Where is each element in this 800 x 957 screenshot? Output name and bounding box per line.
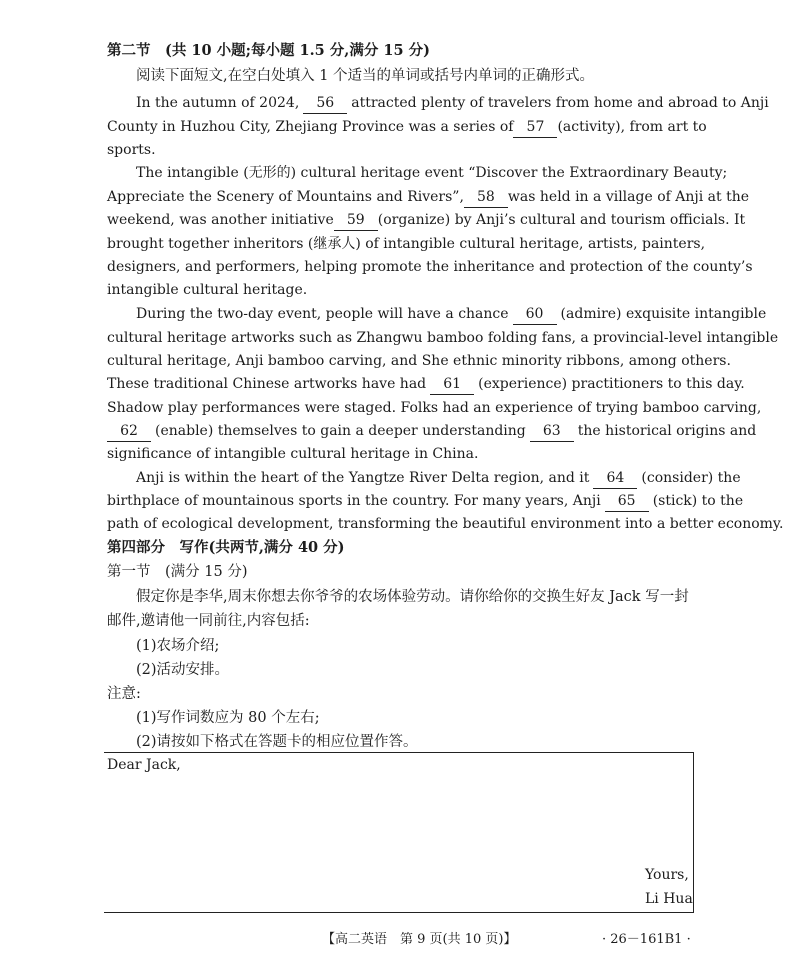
prompt-line: 假定你是李华,周末你想去你爷爷的农场体验劳动。请你给你的交换生好友 Jack 写一封 — [136, 589, 689, 605]
text: Appreciate the Scenery of Mountains and Rivers”, — [107, 189, 464, 205]
passage-line — [107, 421, 756, 442]
passage-line — [107, 210, 746, 231]
text: the historical origins and — [577, 423, 757, 439]
passage-line: sports. — [107, 142, 156, 158]
text: (experience) practitioners to this day. — [478, 376, 745, 392]
text: weekend, was another initiative — [107, 212, 334, 228]
text: County in Huzhou City, Zhejiang Province was a series of — [107, 119, 514, 135]
content-item: (1)农场介绍; — [136, 638, 220, 654]
part-title: 第四部分 写作(共两节,满分 40 分) — [107, 539, 345, 556]
letter-closing: Yours, — [645, 867, 689, 883]
passage-line: cultural heritage artworks such as Zhangwu bamboo folding fans, a provincial-level intangible — [107, 330, 779, 346]
passage-line: The intangible (无形的) cultural heritage event “Discover the Extraordinary Beauty; — [136, 165, 728, 181]
content-item: (2)活动安排。 — [136, 662, 230, 678]
blank-64[interactable]: 64 — [593, 468, 637, 489]
text: (stick) to the — [652, 493, 744, 509]
passage-line: Shadow play performances were staged. Folks had an experience of trying bamboo carving, — [107, 400, 762, 416]
passage-line: significance of intangible cultural heritage in China. — [107, 446, 479, 462]
page-footer: 【高二英语 第 9 页(共 10 页)】 — [322, 932, 517, 947]
blank-65[interactable]: 65 — [605, 491, 649, 512]
passage-line — [107, 187, 750, 208]
blank-60[interactable]: 60 — [513, 304, 557, 325]
passage-line: intangible cultural heritage. — [107, 282, 308, 298]
letter-signature: Li Hua — [645, 891, 693, 907]
text: Anji is within the heart of the Yangtze River Delta region, and it — [136, 470, 590, 486]
passage-line — [107, 491, 743, 512]
passage-line: designers, and performers, helping promote the inheritance and protection of the county’s — [107, 259, 753, 275]
letter-box — [104, 752, 694, 913]
section-title: 第一节 (满分 15 分) — [107, 564, 248, 580]
letter-greeting: Dear Jack, — [107, 757, 181, 773]
blank-63[interactable]: 63 — [530, 421, 574, 442]
passage-line — [107, 374, 745, 395]
text: (consider) the — [641, 470, 741, 486]
text: attracted plenty of travelers from home and abroad to Anji — [351, 95, 769, 111]
blank-56[interactable]: 56 — [303, 93, 347, 114]
passage-line — [136, 93, 769, 114]
text: In the autumn of 2024, — [136, 95, 300, 111]
text: These traditional Chinese artworks have had — [107, 376, 427, 392]
blank-57[interactable]: 57 — [513, 117, 557, 138]
text: was held in a village of Anji at the — [507, 189, 750, 205]
blank-61[interactable]: 61 — [430, 374, 474, 395]
text: (enable) themselves to gain a deeper understanding — [155, 423, 526, 439]
prompt-line: 邮件,邀请他一同前往,内容包括: — [107, 613, 310, 629]
passage-line: path of ecological development, transforming the beautiful environment into a better economy. — [107, 516, 784, 532]
note-item: (2)请按如下格式在答题卡的相应位置作答。 — [136, 734, 418, 750]
instruction: 阅读下面短文,在空白处填入 1 个适当的单词或括号内单词的正确形式。 — [136, 68, 595, 84]
text: During the two-day event, people will have a chance — [136, 306, 509, 322]
page-code: · 26－161B1 · — [602, 932, 691, 947]
passage-line — [107, 117, 707, 138]
blank-62[interactable]: 62 — [107, 421, 151, 442]
text: birthplace of mountainous sports in the country. For many years, Anji — [107, 493, 601, 509]
passage-line — [136, 304, 766, 325]
blank-59[interactable]: 59 — [334, 210, 378, 231]
text: (organize) by Anji’s cultural and tourism officials. It — [377, 212, 746, 228]
passage-line — [136, 468, 741, 489]
text: (admire) exquisite intangible — [560, 306, 767, 322]
passage-line: brought together inheritors (继承人) of intangible cultural heritage, artists, painters, — [107, 236, 706, 252]
note-label: 注意: — [107, 686, 141, 702]
blank-58[interactable]: 58 — [464, 187, 508, 208]
note-item: (1)写作词数应为 80 个左右; — [136, 710, 320, 726]
section-title: 第二节 (共 10 小题;每小题 1.5 分,满分 15 分) — [107, 42, 430, 59]
text: (activity), from art to — [557, 119, 707, 135]
passage-line: cultural heritage, Anji bamboo carving, and She ethnic minority ribbons, among others. — [107, 353, 731, 369]
